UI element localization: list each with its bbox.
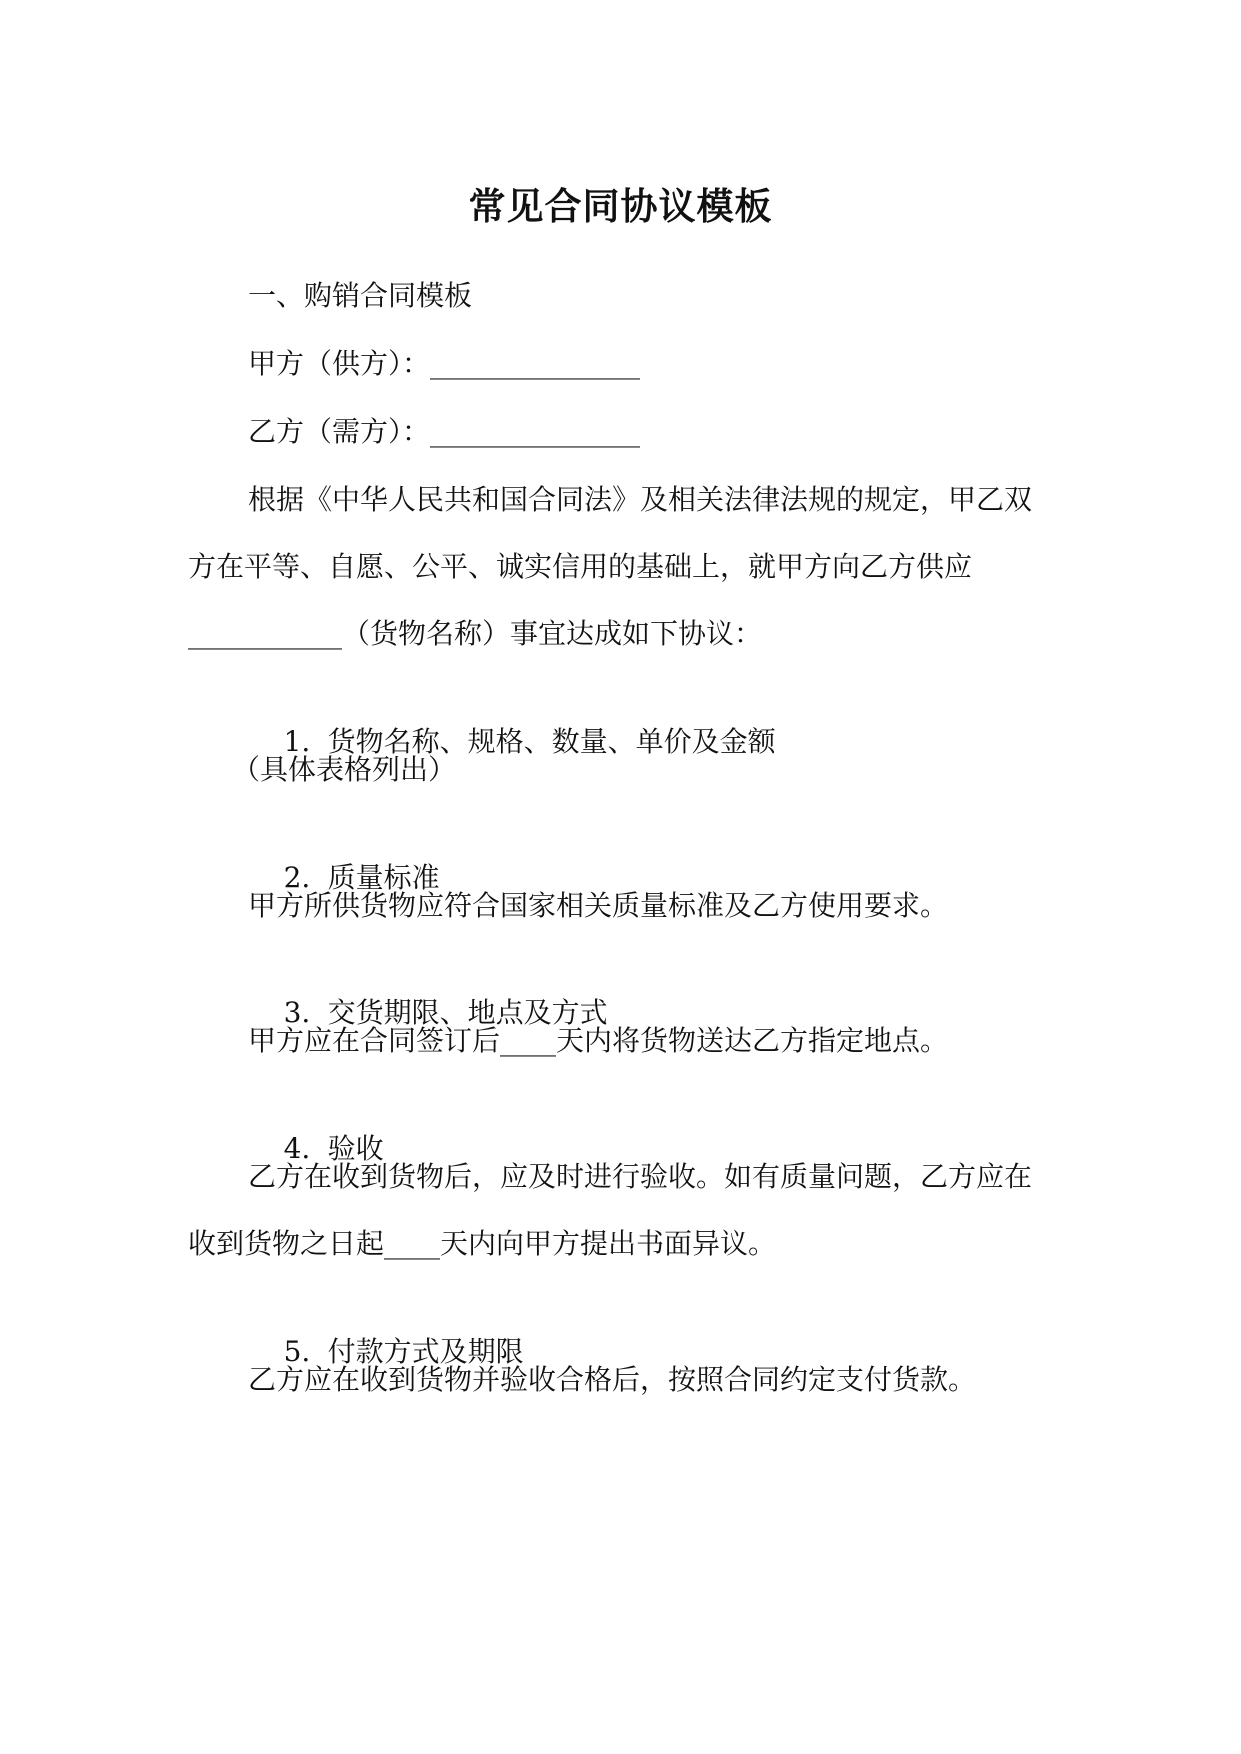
clause-number: 3. xyxy=(283,996,311,1029)
intro-paragraph-line: 根据《中华人民共和国合同法》及相关法律法规的规定，甲乙双 xyxy=(248,483,1033,516)
clause-body-line: 乙方应在收到货物并验收合格后，按照合同约定支付货款。 xyxy=(248,1363,977,1396)
clause-title: 质量标准 xyxy=(327,861,440,894)
section-heading: 一、购销合同模板 xyxy=(248,279,473,312)
intro-paragraph-line: 方在平等、自愿、公平、诚实信用的基础上，就甲方向乙方供应 xyxy=(188,550,973,583)
clause-body-line: 乙方在收到货物后，应及时进行验收。如有质量问题，乙方应在 xyxy=(248,1160,1033,1193)
clause-body-line: 甲方所供货物应符合国家相关质量标准及乙方使用要求。 xyxy=(248,889,949,922)
clause-title: 验收 xyxy=(327,1132,384,1165)
clause-number: 5. xyxy=(283,1335,311,1368)
party-a-line: 甲方（供方）：_______________ xyxy=(248,347,641,380)
clause-body-line: 收到货物之日起____天内向甲方提出书面异议。 xyxy=(188,1227,777,1260)
clause-title: 交货期限、地点及方式 xyxy=(327,996,608,1029)
clause-title: 付款方式及期限 xyxy=(327,1335,524,1368)
clause-title: 货物名称、规格、数量、单价及金额 xyxy=(327,725,776,758)
clause-number: 4. xyxy=(283,1132,311,1165)
party-b-line: 乙方（需方）：_______________ xyxy=(248,415,641,448)
intro-paragraph-line: ___________（货物名称）事宜达成如下协议： xyxy=(188,617,763,650)
clause-number: 1. xyxy=(283,725,311,758)
clause-body-line: 甲方应在合同签订后____天内将货物送达乙方指定地点。 xyxy=(248,1024,949,1057)
clause-number: 2. xyxy=(283,861,311,894)
document-title: 常见合同协议模板 xyxy=(468,184,773,228)
clause-body-line: （具体表格列出） xyxy=(232,753,457,786)
